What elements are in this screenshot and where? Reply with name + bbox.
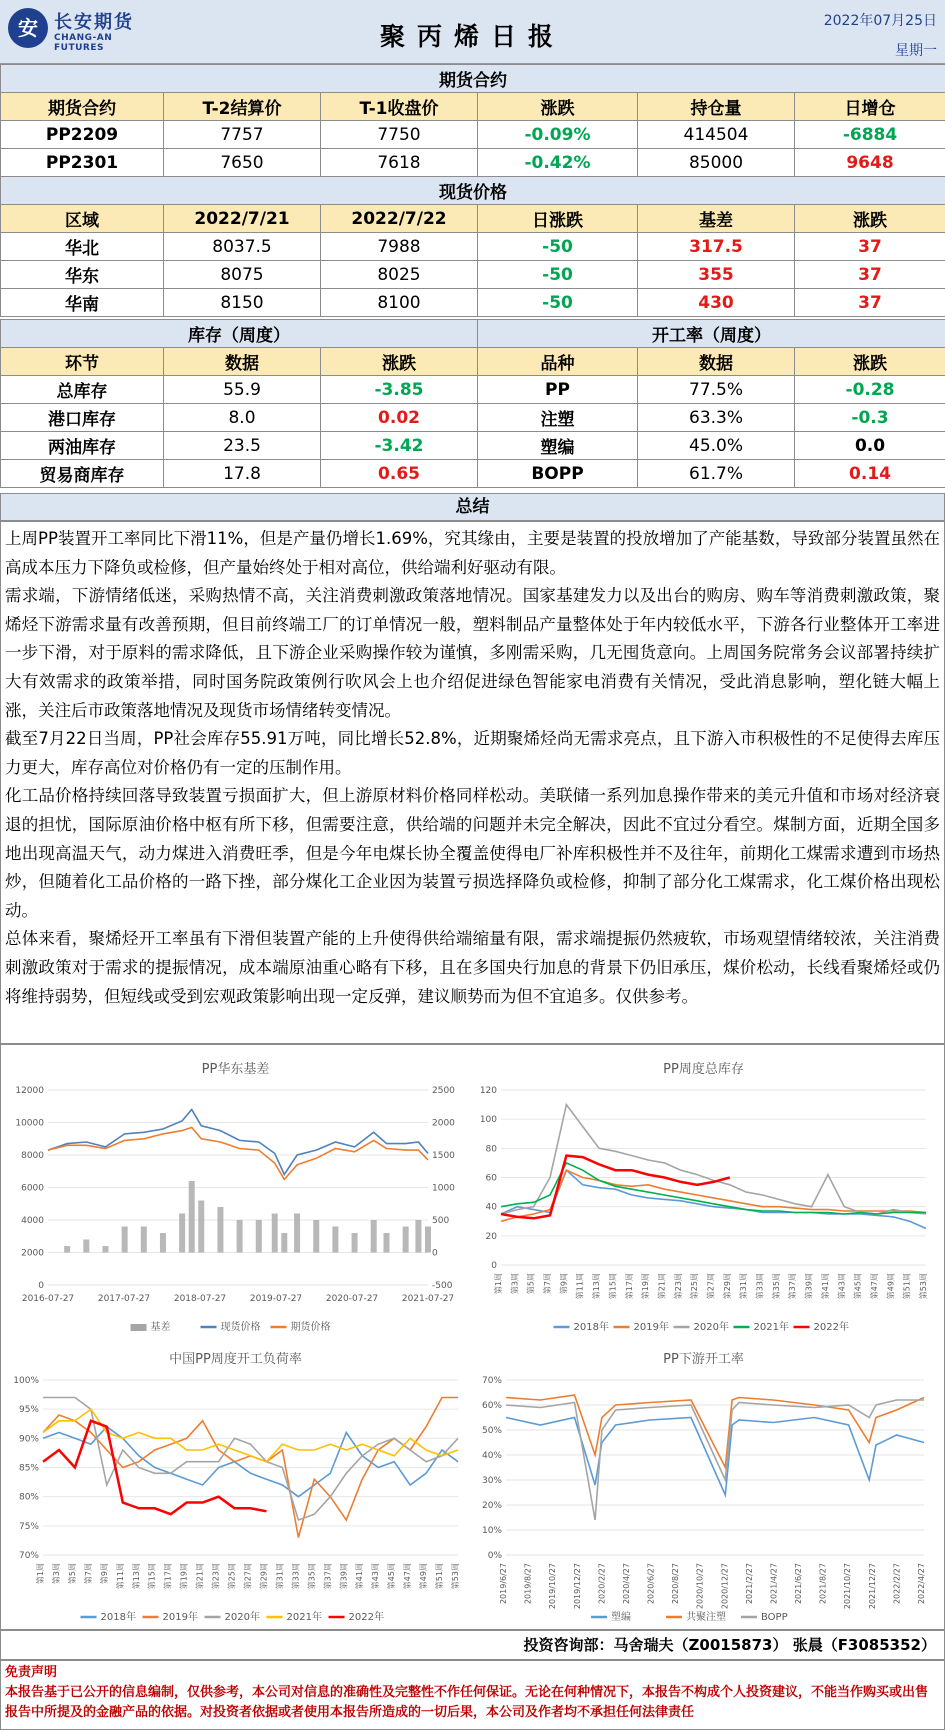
x-tick-label: 第29周 [259,1563,269,1590]
x-tick-label: 第51周 [435,1563,445,1590]
y-tick-label: 0% [487,1551,502,1561]
y-tick-label: 95% [18,1405,39,1416]
y-tick-label: 0 [491,1261,497,1271]
y-tick-label: 100 [479,1115,497,1126]
operating-change: 0.14 [795,460,945,488]
x-tick-label: 第41周 [820,1273,830,1300]
x-tick-label: 2022/4/27 [917,1563,926,1605]
y-tick-label: 0 [38,1281,44,1291]
x-tick-label: 第15周 [147,1563,157,1590]
x-tick-label: 2019-07-27 [249,1294,303,1304]
x-tick-label: 第27周 [706,1273,716,1300]
x-tick-label: 第31周 [739,1273,749,1300]
chart-pp-downstream-operating [471,1345,936,1630]
col-header: 数据 [164,348,321,376]
x-tick-label: 第1周 [36,1563,45,1585]
x-tick-label: 第5周 [67,1563,77,1585]
basis-bar [217,1207,223,1253]
inventory-value: 17.8 [164,460,321,488]
col-header: 区域 [1,205,164,233]
charts-panel [0,1044,945,1630]
inventory-section-title: 库存（周度） [1,320,478,348]
inventory-change: -3.42 [321,432,478,460]
x-tick-label: 第39周 [804,1273,814,1300]
x-tick-label: 第35周 [771,1273,781,1300]
disclaimer [0,1660,945,1730]
summary-paragraph: 需求端，下游情绪低迷，采购热情不高，关注消费刺激政策落地情况。国家基建发力以及出台的购房、购车等消费刺激政策，聚烯烃下游需求量有改善预期，但目前终端工厂的订单情况一般，塑料制品产量整体处于年内较低水平，下游各行业整体开工率进一步下滑，对于原料的需求降低，且下游企业采购操作较为谨慎，多刚需采购，几无囤货意向。上周国务院常务会议部署持续扩大有效需求的政策举措，同时国务院政策例行吹风会上也介绍促进绿色智能家电消费有关情况，受此消息影响，塑化链大幅上涨，关注后市政策落地情况及现货市场情绪转变情况。 [5,586,940,720]
x-tick-label: 2018-07-27 [173,1294,227,1304]
chart-pp-weekly-inventory [471,1055,936,1340]
product-name: 注塑 [478,404,638,432]
y-tick-label: 40 [485,1202,497,1213]
summary-paragraph: 化工品价格持续回落导致装置亏损面扩大，但上游原材料价格同样松动。美联储一系列加息操作带来的美元升值和市场对经济衰退的担忧，国际原油价格中枢有所下移，但需要注意，供给端的问题并未完全解决，因此不宜过分看空。煤制方面，近期全国多地出现高温天气，动力煤进入消费旺季，但是今年电煤长协全覆盖使得电厂补库积极性并不及往年，前期化工煤需求遭到市场热炒，但随着化工品价格的一路下挫，部分煤化工企业因为装置亏损选择降负或检修，抑制了部分化工煤需求，化工煤价格出现松动。 [5,786,940,920]
legend-label: 2019年 [162,1612,198,1623]
y2-tick-label: 2000 [432,1118,455,1129]
x-tick-label: 第53周 [919,1273,928,1300]
col-header: 数据 [638,348,795,376]
x-tick-label: 2021/6/27 [794,1563,804,1605]
col-header: 2022/7/21 [164,205,321,233]
chart-title: PP下游开工率 [663,1352,744,1367]
x-tick-label: 第3周 [510,1273,520,1295]
series-line-2 [43,1398,458,1521]
futures-section-title: 期货合约 [1,65,945,93]
spot-price-1: 8150 [164,289,321,317]
basis-change: 37 [795,233,945,261]
x-tick-label: 第37周 [323,1563,333,1590]
inventory-name: 两油库存 [1,432,164,460]
basis-value: 317.5 [638,233,795,261]
inventory-change: 0.02 [321,404,478,432]
y-tick-label: 10000 [15,1118,44,1129]
inventory-name: 贸易商库存 [1,460,164,488]
summary-section-title: 总结 [0,493,945,521]
x-tick-label: 2020-07-27 [325,1294,379,1304]
x-tick-label: 2019/6/27 [499,1563,508,1605]
chart-title: PP周度总库存 [663,1062,744,1077]
operating-change: 0.0 [795,432,945,460]
basis-bar [237,1220,243,1253]
x-tick-label: 2021/2/27 [744,1563,754,1605]
legend-label: 2022年 [813,1322,849,1333]
x-tick-label: 2020/10/27 [695,1563,705,1610]
spot-header-row [1,205,945,233]
y-tick-label: 80% [18,1492,39,1503]
x-tick-label: 第37周 [788,1273,798,1300]
x-tick-label: 第21周 [657,1273,667,1300]
col-header: 期货合约 [1,93,164,121]
x-tick-label: 第35周 [307,1563,317,1590]
col-header: 环节 [1,348,164,376]
chart-pp-weekly-operating-rate [3,1345,468,1630]
col-header: 涨跌 [478,93,638,121]
x-tick-label: 第49周 [419,1563,429,1590]
basis-bar [332,1227,338,1253]
x-tick-label: 第17周 [624,1273,634,1300]
table-row [1,432,945,460]
x-tick-label: 2016-07-27 [21,1294,75,1304]
report-title: 聚丙烯日报 [379,22,565,51]
x-tick-label: 第31周 [275,1563,285,1590]
x-tick-label: 2021/4/27 [769,1563,779,1605]
y-tick-label: 80 [485,1144,497,1155]
basis-bar [122,1227,128,1253]
table-row [1,289,945,317]
disclaimer-text: 本报告基于已公开的信息编制，仅供参考，本公司对信息的准确性及完整性不作任何保证。无论在何种情况下，本报告不构成个人投资建议，不能当作购买或出售报告中所提及的金融产品的依据。对投资者依据或者使用本报告所造成的一切后果，本公司及作者均不承担任何法律责任 [5,1685,929,1720]
open-interest: 85000 [638,149,795,177]
x-tick-label: 2020/2/27 [597,1563,607,1605]
chart-svg [471,1055,936,1340]
chart-pp-east-basis [3,1055,468,1340]
col-header: 持仓量 [638,93,795,121]
basis-bar [83,1240,89,1253]
series-line-3 [43,1409,458,1462]
y-tick-label: 8000 [21,1151,44,1161]
open-interest: 414504 [638,121,795,149]
table-row [1,233,945,261]
logo-english-name: CHANG-AN FUTURES [54,33,113,53]
y-tick-label: 85% [18,1463,39,1474]
series-line-0 [501,1170,926,1228]
col-header: 涨跌 [795,348,945,376]
contract-name: PP2301 [1,149,164,177]
x-tick-label: 第17周 [163,1563,173,1590]
chart-title: 中国PP周度开工负荷率 [169,1352,302,1367]
y2-tick-label: 2500 [432,1086,455,1096]
x-tick-label: 第1周 [494,1273,503,1295]
x-tick-label: 第41周 [355,1563,365,1590]
table-row [1,149,945,177]
x-tick-label: 2020/8/27 [671,1563,681,1605]
col-header: T-2结算价 [164,93,321,121]
legend-label: 2018年 [573,1322,609,1333]
price-change: -0.09% [478,121,638,149]
x-tick-label: 2022/2/27 [892,1563,902,1605]
logo-mark-icon: 安 [8,8,48,48]
x-tick-label: 2020/4/27 [621,1563,631,1605]
y-tick-label: 60 [485,1173,497,1184]
x-tick-label: 第45周 [387,1563,397,1590]
y-tick-label: 70% [481,1376,502,1386]
operating-value: 77.5% [638,376,795,404]
operating-section-title: 开工率（周度） [478,320,945,348]
x-tick-label: 第49周 [886,1273,896,1300]
inventory-value: 8.0 [164,404,321,432]
legend-label: 现货价格 [220,1322,261,1333]
settle-price: 7650 [164,149,321,177]
basis-value: 430 [638,289,795,317]
report-date: 2022年07月25日 [823,13,937,29]
spot-price-1: 8075 [164,261,321,289]
x-tick-label: 第19周 [641,1273,651,1300]
basis-bar [281,1233,287,1253]
x-tick-label: 第3周 [51,1563,61,1585]
settle-price: 7757 [164,121,321,149]
x-tick-label: 2021/10/27 [843,1563,853,1610]
spot-change: -50 [478,233,638,261]
disclaimer-title: 免责声明 [5,1665,58,1680]
x-tick-label: 2019/12/27 [572,1563,582,1610]
x-tick-label: 第23周 [673,1273,683,1300]
product-name: PP [478,376,638,404]
y-tick-label: 100% [13,1376,39,1386]
x-tick-label: 第7周 [83,1563,93,1585]
col-header: T-1收盘价 [321,93,478,121]
inventory-value: 23.5 [164,432,321,460]
x-tick-label: 第27周 [243,1563,253,1590]
legend-label: 基差 [150,1322,171,1333]
legend-label: BOPP [761,1612,788,1623]
table-row [1,261,945,289]
spot-section-title: 现货价格 [1,177,945,205]
region-name: 华南 [1,289,164,317]
futures-header-row [1,93,945,121]
y2-tick-label: -500 [432,1281,453,1291]
col-header: 基差 [638,205,795,233]
basis-bar [256,1220,262,1253]
inventory-operating-table [0,319,945,488]
x-tick-label: 第9周 [99,1563,109,1585]
spot-price-2: 8100 [321,289,478,317]
x-tick-label: 第43周 [371,1563,381,1590]
basis-bar [160,1233,166,1253]
chart-svg [3,1055,468,1340]
basis-change: 37 [795,289,945,317]
table-row [1,460,945,488]
operating-value: 63.3% [638,404,795,432]
x-tick-label: 第47周 [869,1273,879,1300]
y-tick-label: 4000 [21,1216,44,1226]
x-tick-label: 第23周 [211,1563,221,1590]
col-header: 品种 [478,348,638,376]
y-tick-label: 20 [485,1231,497,1242]
oi-change: 9648 [795,149,945,177]
x-tick-label: 2020/12/27 [720,1563,730,1610]
col-header: 日涨跌 [478,205,638,233]
inventory-change: -3.85 [321,376,478,404]
product-name: BOPP [478,460,638,488]
summary-paragraph: 总体来看，聚烯烃开工率虽有下滑但装置产能的上升使得供给端缩量有限，需求端提振仍然疲软，市场观望情绪较浓，关注消费刺激政策对于需求的提振情况，成本端原油重心略有下移，且在多国央行加息的背景下仍旧承压，煤价松动，长线看聚烯烃或仍将维持弱势，但短线或受到宏观政策影响出现一定反弹，建议顺势而为但不宜追多。仅供参考。 [5,929,940,1006]
x-tick-label: 第21周 [195,1563,205,1590]
close-price: 7618 [321,149,478,177]
chart-svg [471,1345,936,1630]
x-tick-label: 第51周 [902,1273,912,1300]
x-tick-label: 2021/12/27 [867,1563,877,1610]
x-tick-label: 第11周 [575,1273,585,1300]
x-tick-label: 第13周 [592,1273,602,1300]
x-tick-label: 2021/8/27 [818,1563,828,1605]
x-tick-label: 第33周 [291,1563,301,1590]
x-tick-label: 第5周 [526,1273,536,1295]
basis-change: 37 [795,261,945,289]
legend-label: 共聚注塑 [686,1612,726,1623]
y-tick-label: 20% [481,1501,502,1511]
spot-change: -50 [478,261,638,289]
x-tick-label: 第11周 [115,1563,125,1590]
oi-change: -6884 [795,121,945,149]
basis-bar [352,1233,358,1253]
spot-price-2: 7988 [321,233,478,261]
region-name: 华东 [1,261,164,289]
y2-tick-label: 500 [432,1216,450,1226]
y-tick-label: 70% [18,1551,39,1561]
chart-title: PP华东基差 [201,1062,270,1077]
basis-bar [313,1220,319,1253]
x-tick-label: 2017-07-27 [97,1294,151,1304]
y-tick-label: 40% [481,1451,502,1461]
x-tick-label: 2019/8/27 [523,1563,533,1605]
report-header [0,0,945,64]
x-tick-label: 第9周 [559,1273,569,1295]
basis-bar [403,1227,409,1253]
y-tick-label: 6000 [21,1183,44,1194]
operating-value: 45.0% [638,432,795,460]
contract-name: PP2209 [1,121,164,149]
inventory-value: 55.9 [164,376,321,404]
x-tick-label: 第13周 [131,1563,141,1590]
basis-bar [425,1227,431,1253]
legend-label: 塑编 [611,1612,631,1623]
x-tick-label: 第25周 [690,1273,700,1300]
y-tick-label: 12000 [15,1086,44,1096]
summary-text [0,521,945,1044]
report-weekday: 星期一 [895,43,937,59]
basis-bar [179,1214,185,1253]
basis-bar [272,1214,278,1253]
col-header: 2022/7/22 [321,205,478,233]
y-tick-label: 120 [479,1086,497,1096]
y-tick-label: 10% [481,1526,502,1536]
operating-value: 61.7% [638,460,795,488]
table-row [1,376,945,404]
x-tick-label: 第25周 [227,1563,237,1590]
table-row [1,121,945,149]
x-tick-label: 第15周 [608,1273,618,1300]
basis-bar [371,1220,377,1253]
futures-spot-table [0,64,945,317]
legend-label: 2018年 [100,1612,136,1623]
y2-tick-label: 1500 [432,1151,455,1161]
y-tick-label: 90% [18,1434,39,1445]
legend-label: 期货价格 [290,1322,331,1333]
col-header: 涨跌 [321,348,478,376]
inventory-name: 港口库存 [1,404,164,432]
basis-bar [141,1227,147,1253]
x-tick-label: 第33周 [755,1273,765,1300]
legend-label: 2020年 [693,1322,729,1333]
legend-label: 2020年 [224,1612,260,1623]
summary-paragraph: 截至7月22日当周，PP社会库存55.91万吨，同比增长52.8%，近期聚烯烃尚无需求亮点，且下游入市积极性的不足使得去库压力更大，库存高位对价格仍有一定的压制作用。 [5,729,940,777]
x-tick-label: 第39周 [339,1563,349,1590]
basis-bar [64,1246,70,1253]
x-tick-label: 2021-07-27 [401,1294,455,1304]
chart-svg [3,1345,468,1630]
close-price: 7750 [321,121,478,149]
summary-paragraph: 上周PP装置开工率同比下滑11%，但是产量仍增长1.69%，究其缘由，主要是装置的投放增加了产能基数，导致部分装置虽然在高成本压力下降负或检修，但产量始终处于相对高位，供给端利好驱动有限。 [5,529,940,577]
y-tick-label: 50% [481,1426,502,1436]
x-tick-label: 第43周 [837,1273,847,1300]
y-tick-label: 60% [481,1401,502,1411]
legend-label: 2022年 [348,1612,384,1623]
basis-value: 355 [638,261,795,289]
table-row [1,404,945,432]
basis-bar [198,1201,204,1253]
x-tick-label: 第45周 [853,1273,863,1300]
x-tick-label: 第19周 [179,1563,189,1590]
spot-price-1: 8037.5 [164,233,321,261]
spot-change: -50 [478,289,638,317]
region-name: 华北 [1,233,164,261]
basis-bar [294,1214,300,1253]
inventory-change: 0.65 [321,460,478,488]
spot-price-2: 8025 [321,261,478,289]
x-tick-label: 第47周 [403,1563,413,1590]
legend-swatch [131,1324,147,1331]
series-line-0 [43,1427,458,1497]
x-tick-label: 第29周 [722,1273,732,1300]
basis-bar [102,1246,108,1253]
basis-bar [415,1220,421,1253]
inventory-header-row [1,348,945,376]
x-tick-label: 2019/10/27 [548,1563,558,1610]
advisors-line: 投资咨询部：马舍瑞夫（Z0015873） 张晨（F3085352） [0,1630,945,1660]
logo-chinese-name: 长安期货 [54,12,134,33]
x-tick-label: 第53周 [451,1563,460,1590]
operating-change: -0.3 [795,404,945,432]
operating-change: -0.28 [795,376,945,404]
y-tick-label: 30% [481,1476,502,1486]
legend-label: 2021年 [753,1322,789,1333]
price-change: -0.42% [478,149,638,177]
y2-tick-label: 0 [432,1248,438,1259]
y-tick-label: 2000 [21,1248,44,1259]
col-header: 日增仓 [795,93,945,121]
legend-label: 2021年 [286,1612,322,1623]
col-header: 涨跌 [795,205,945,233]
product-name: 塑编 [478,432,638,460]
y2-tick-label: 1000 [432,1183,455,1194]
inventory-name: 总库存 [1,376,164,404]
y-tick-label: 75% [18,1521,39,1532]
x-tick-label: 第7周 [543,1273,553,1295]
basis-bar [383,1233,389,1253]
legend-label: 2019年 [633,1322,669,1333]
x-tick-label: 2020/6/27 [646,1563,656,1605]
basis-bar [189,1181,195,1253]
